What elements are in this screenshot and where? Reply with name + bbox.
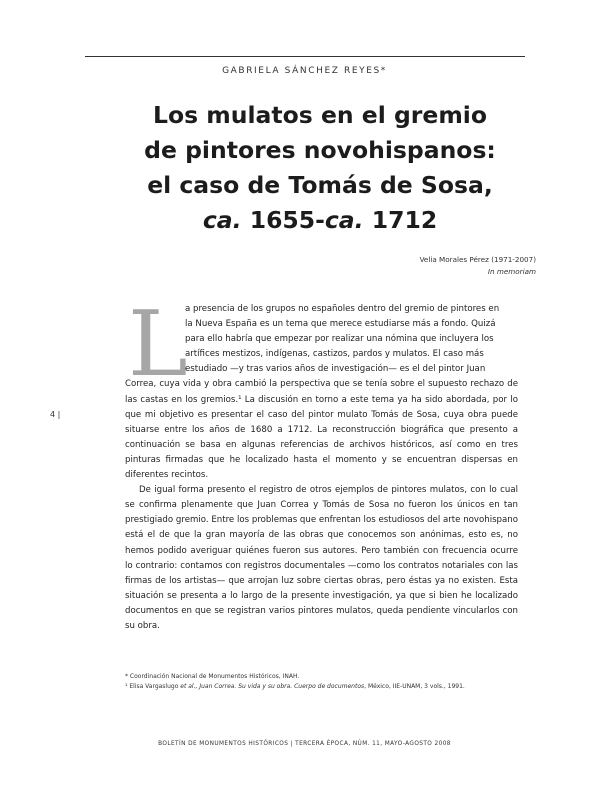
title-line-3: el caso de Tomás de Sosa, [147,171,493,199]
title-circa-2: ca. [324,206,364,234]
top-rule [85,56,525,57]
title-year-2: 1712 [363,206,438,234]
body-line: artífices mestizos, indígenas, castizos, pardos y mulatos. El caso más [185,349,484,360]
title-line-2: de pintores novohispanos: [144,136,496,164]
article-title [110,98,530,238]
footnote-2-publisher: , México, IIE-UNAM, 3 vols., 1991. [364,683,465,690]
footnote-2 [125,682,518,692]
drop-cap: L [128,292,188,397]
dedication [420,254,536,278]
footnotes [125,672,518,692]
title-year-1: 1655- [241,206,325,234]
running-footer: BOLETÍN DE MONUMENTOS HISTÓRICOS | TERCERA ÉPOCA, NÚM. 11, MAYO-AGOSTO 2008 [158,741,451,747]
paragraph-1-lead [125,302,518,377]
body-line: estudiado —y tras varios años de investigación— es el del pintor Juan [185,364,486,375]
footnote-2-title: et al., Juan Correa. Su vida y su obra. Cuerpo de documentos [180,683,365,690]
paragraph-2: De igual forma presento el registro de otros ejemplos de pintores mulatos, con lo cual se confirma plenamente que Juan Correa y Tomás de Sosa no fueron los únicos en tan prestigiado gremio. Entre los problemas que enfrentan los estudiosos del arte novohispano está el de que la gran mayoría de las obras que conocemos son anónimas, esto es, no hemos podido averiguar quiénes fueron sus autores. Pero también con frecuencia ocurre lo contrario: contamos con registros documentales —como los contratos notariales con las firmas de los artistas— que arrojan luz sobre ciertas obras, pero éstas ya no existen. Esta situación se presenta a lo largo de la presente investigación, ya que si bien he localizado documentos en que se registran varios pintores mulatos, queda pendiente vincularlos con su obra. [125,485,518,631]
paragraph-1-rest: Correa, cuya vida y obra cambió la perspectiva que se tenía sobre el supuesto rechazo de las castas en los gremios.¹ La discusión en torno a este tema ya ha sido abordada, por lo que mi objetivo es presentar el caso del pintor mulato Tomás de Sosa, cuya obra puede situarse entre los años de 1680 a 1712. La reconstrucción biográfica que presento a continuación se basa en algunas referencias de archivos históricos, así como en tres pinturas firmadas que he localizado hasta el momento y se encuentran dispersas en diferentes recintos. [125,379,518,481]
author-name: GABRIELA SÁNCHEZ REYES* [222,66,387,76]
title-line-4 [110,203,530,238]
title-circa-1: ca. [202,206,242,234]
footnote-2-author: ¹ Elisa Vargaslugo [125,683,181,690]
title-line-1: Los mulatos en el gremio [152,101,488,129]
page-number: 4 | [50,410,61,419]
footnote-1: * Coordinación Nacional de Monumentos Históricos, INAH. [125,673,300,680]
body-line: para ello habría que empezar por realizar una nómina que incluyera los [185,334,494,345]
body-line: a presencia de los grupos no españoles dentro del gremio de pintores en [185,304,500,314]
body-line: la Nueva España es un tema que merece estudiarse más a fondo. Quizá [185,319,496,330]
dedication-name: Velia Morales Pérez (1971-2007) [419,255,536,264]
article-body [125,292,518,634]
dedication-memoriam: In memoriam [487,267,536,276]
